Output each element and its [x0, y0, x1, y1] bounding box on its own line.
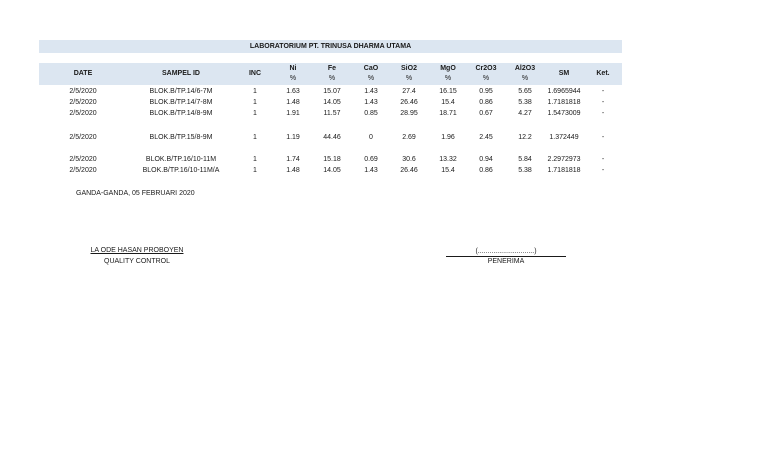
cell-fe: 15.07	[323, 88, 341, 95]
cell-ni: 1.74	[286, 156, 300, 163]
signature-right-role: PENERIMA	[487, 258, 525, 265]
cell-ni: 1.48	[286, 167, 300, 174]
header-date: DATE	[73, 70, 93, 77]
header-al2o3: Al2O3	[514, 65, 536, 72]
cell-sm: 1.7181818	[547, 167, 581, 174]
cell-ni: 1.19	[286, 134, 300, 141]
header-ket: Ket.	[596, 70, 610, 77]
cell-ket: -	[601, 88, 605, 95]
place-date: GANDA-GANDA, 05 FEBRUARI 2020	[76, 190, 195, 197]
cell-cr2o3: 2.45	[479, 134, 493, 141]
cell-sm: 1.5473009	[547, 110, 581, 117]
cell-sio2: 28.95	[400, 110, 418, 117]
cell-cao: 1.43	[364, 99, 378, 106]
table-row	[0, 155, 768, 165]
cell-sample: BLOK.B/TP.15/8-9M	[149, 134, 213, 141]
table-row	[0, 87, 768, 97]
cell-inc: 1	[253, 88, 257, 95]
cell-sm: 1.7181818	[547, 99, 581, 106]
cell-fe: 14.05	[323, 99, 341, 106]
cell-date: 2/5/2020	[69, 156, 97, 163]
cell-sio2: 26.46	[400, 99, 418, 106]
cell-al2o3: 12.2	[518, 134, 532, 141]
cell-al2o3: 4.27	[518, 110, 532, 117]
cell-mgo: 18.71	[439, 110, 457, 117]
cell-ni: 1.48	[286, 99, 300, 106]
cell-al2o3: 5.38	[518, 99, 532, 106]
cell-date: 2/5/2020	[69, 99, 97, 106]
cell-cao: 0.85	[364, 110, 378, 117]
cell-cao: 1.43	[364, 88, 378, 95]
cell-al2o3: 5.84	[518, 156, 532, 163]
cell-sio2: 30.6	[402, 156, 416, 163]
cell-fe: 15.18	[323, 156, 341, 163]
cell-ket: -	[601, 167, 605, 174]
cell-sample: BLOK.B/TP.14/6-7M	[149, 88, 213, 95]
cell-al2o3: 5.65	[518, 88, 532, 95]
cell-cr2o3: 0.86	[479, 99, 493, 106]
cell-sample: BLOK.B/TP.16/10-11M/A	[142, 167, 220, 174]
cell-ni: 1.91	[286, 110, 300, 117]
cell-sm: 1.372449	[549, 134, 579, 141]
cell-mgo: 1.96	[441, 134, 455, 141]
cell-sm: 1.6965944	[547, 88, 581, 95]
cell-ket: -	[601, 99, 605, 106]
cell-sio2: 26.46	[400, 167, 418, 174]
cell-mgo: 15.4	[441, 99, 455, 106]
cell-fe: 44.46	[323, 134, 341, 141]
cell-cao: 1.43	[364, 167, 378, 174]
header-sio2: SiO2	[401, 65, 417, 72]
cell-inc: 1	[253, 167, 257, 174]
header-cao-unit: %	[367, 75, 375, 82]
header-sample-id: SAMPEL ID	[162, 70, 200, 77]
cell-date: 2/5/2020	[69, 110, 97, 117]
report-title: LABORATORIUM PT. TRINUSA DHARMA UTAMA	[39, 40, 622, 53]
cell-cr2o3: 0.95	[479, 88, 493, 95]
header-cr2o3-unit: %	[482, 75, 490, 82]
cell-fe: 11.57	[323, 110, 341, 117]
cell-sm: 2.2972973	[547, 156, 581, 163]
signature-left-role: QUALITY CONTROL	[104, 258, 170, 265]
cell-al2o3: 5.38	[518, 167, 532, 174]
cell-mgo: 13.32	[439, 156, 457, 163]
cell-cao: 0	[369, 134, 373, 141]
table-row	[0, 133, 768, 143]
header-ni: Ni	[289, 65, 297, 72]
header-inc: INC	[248, 70, 262, 77]
cell-date: 2/5/2020	[69, 167, 97, 174]
cell-cr2o3: 0.67	[479, 110, 493, 117]
cell-sio2: 27.4	[402, 88, 416, 95]
cell-cao: 0.69	[364, 156, 378, 163]
header-cao: CaO	[363, 65, 379, 72]
cell-inc: 1	[253, 99, 257, 106]
cell-mgo: 15.4	[441, 167, 455, 174]
cell-cr2o3: 0.86	[479, 167, 493, 174]
cell-sample: BLOK.B/TP.16/10-11M	[145, 156, 217, 163]
header-sio2-unit: %	[405, 75, 413, 82]
cell-date: 2/5/2020	[69, 134, 97, 141]
cell-fe: 14.05	[323, 167, 341, 174]
cell-inc: 1	[253, 156, 257, 163]
header-al2o3-unit: %	[521, 75, 529, 82]
header-mgo-unit: %	[444, 75, 452, 82]
signature-left-name: LA ODE HASAN PROBOYEN	[90, 247, 184, 254]
table-row	[0, 166, 768, 176]
cell-mgo: 16.15	[439, 88, 457, 95]
cell-ni: 1.63	[286, 88, 300, 95]
cell-sio2: 2.69	[402, 134, 416, 141]
header-cr2o3: Cr2O3	[475, 65, 497, 72]
cell-sample: BLOK.B/TP.14/8-9M	[149, 110, 213, 117]
header-fe: Fe	[327, 65, 337, 72]
cell-ket: -	[601, 156, 605, 163]
cell-inc: 1	[253, 110, 257, 117]
cell-ket: -	[601, 110, 605, 117]
table-row	[0, 109, 768, 119]
header-sm: SM	[558, 70, 570, 77]
table-row	[0, 98, 768, 108]
header-fe-unit: %	[328, 75, 336, 82]
header-ni-unit: %	[289, 75, 297, 82]
signature-right-name: (.............................)	[446, 247, 566, 257]
cell-sample: BLOK.B/TP.14/7-8M	[149, 99, 213, 106]
cell-inc: 1	[253, 134, 257, 141]
cell-date: 2/5/2020	[69, 88, 97, 95]
cell-ket: -	[601, 134, 605, 141]
header-mgo: MgO	[440, 65, 456, 72]
cell-cr2o3: 0.94	[479, 156, 493, 163]
